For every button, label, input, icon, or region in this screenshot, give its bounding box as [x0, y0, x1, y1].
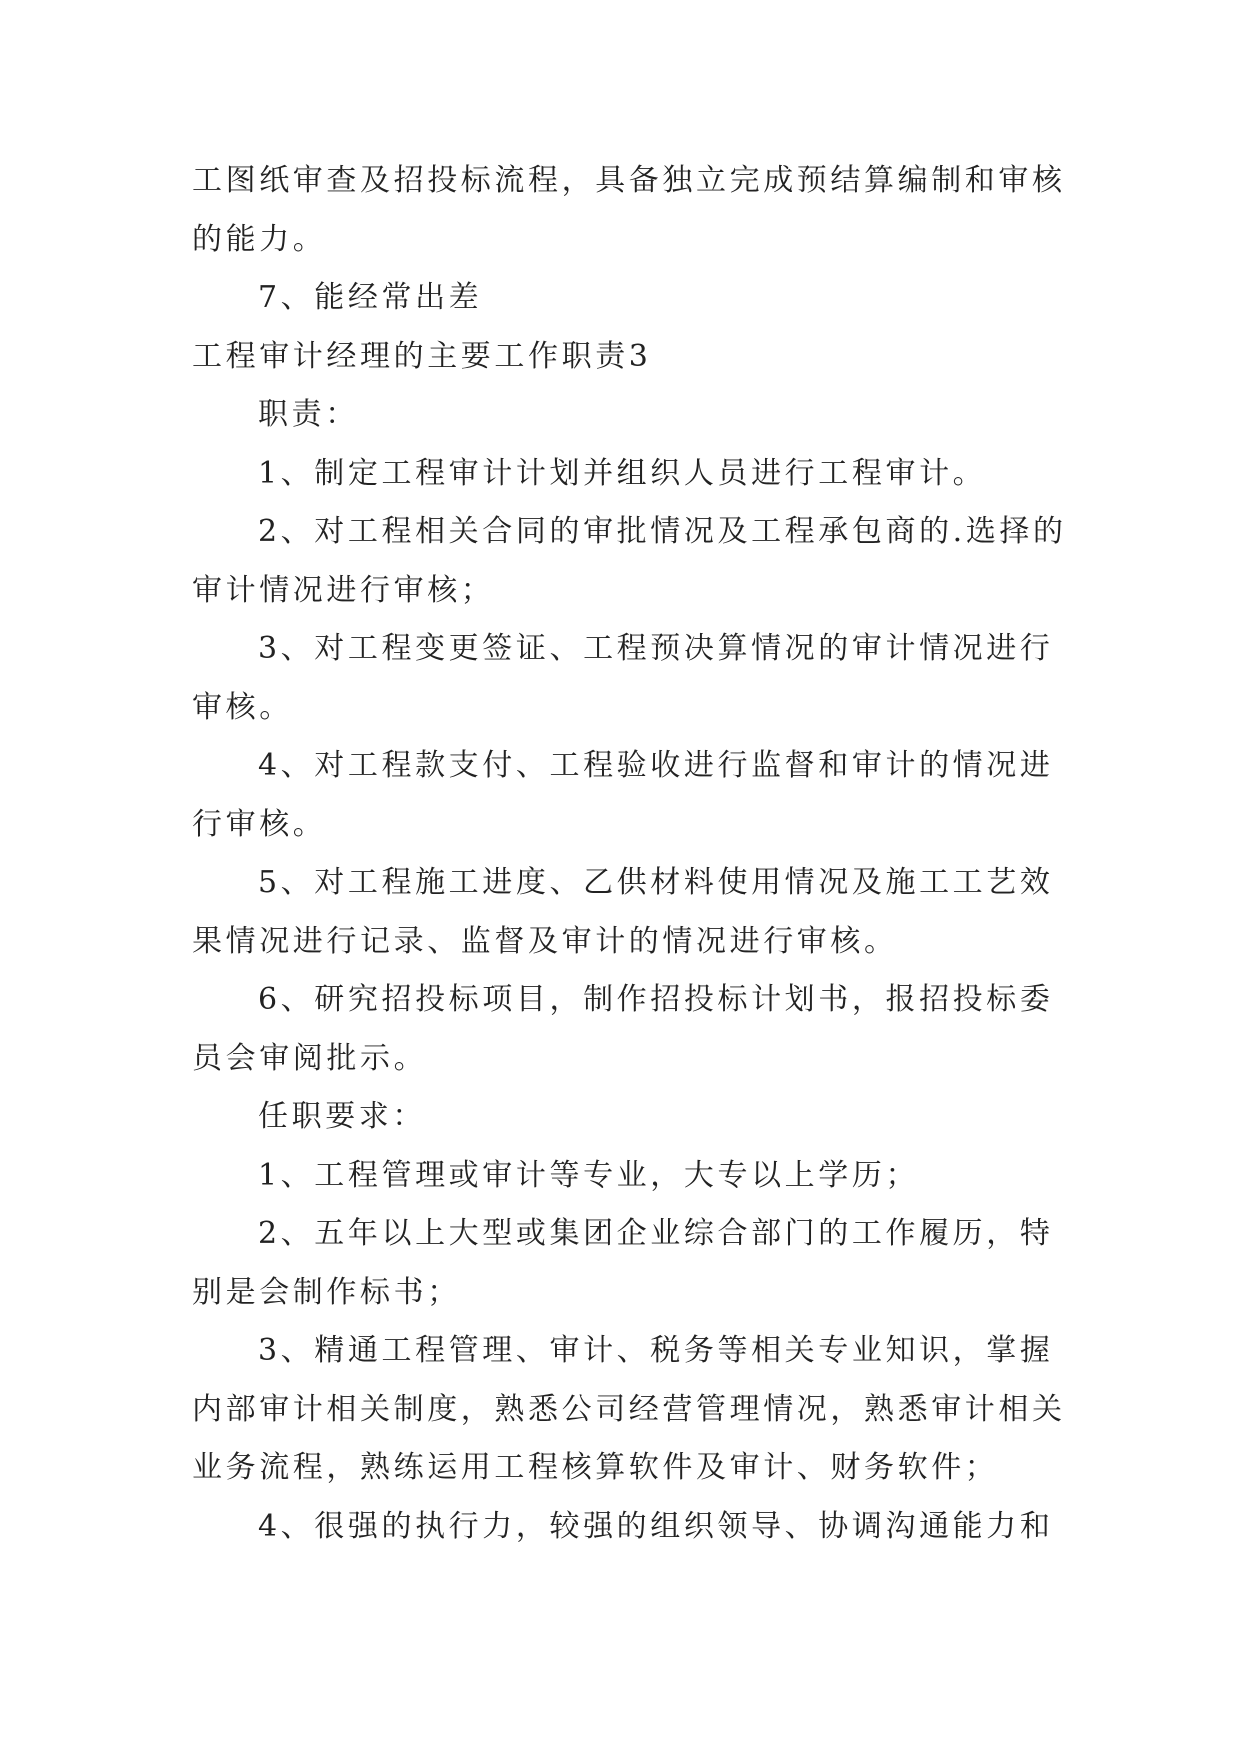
list-item: 6、研究招投标项目，制作招投标计划书，报招投标委: [258, 982, 1054, 1017]
text-line: 审计情况进行审核；: [192, 572, 495, 608]
list-item: 7、能经常出差: [258, 280, 483, 315]
list-item: 2、对工程相关合同的审批情况及工程承包商的.选择的: [258, 514, 1067, 549]
text-line: 的能力。: [192, 221, 327, 257]
subheading-requirements: 任职要求：: [258, 1099, 426, 1134]
text-line: 内部审计相关制度，熟悉公司经营管理情况，熟悉审计相关: [192, 1391, 1066, 1427]
text-line: 行审核。: [192, 806, 327, 842]
text-line: 别是会制作标书；: [192, 1274, 461, 1310]
text-line: 员会审阅批示。: [192, 1040, 428, 1076]
list-item: 3、精通工程管理、审计、税务等相关专业知识，掌握: [258, 1333, 1054, 1368]
section-heading: 工程审计经理的主要工作职责3: [192, 338, 652, 374]
list-item: 1、工程管理或审计等专业，大专以上学历；: [258, 1157, 920, 1193]
list-item: 5、对工程施工进度、乙供材料使用情况及施工工艺效: [258, 865, 1054, 900]
text-line: 审核。: [192, 689, 293, 725]
list-item: 4、对工程款支付、工程验收进行监督和审计的情况进: [258, 748, 1054, 783]
list-item: 4、很强的执行力，较强的组织领导、协调沟通能力和: [258, 1508, 1054, 1544]
text-line: 业务流程，熟练运用工程核算软件及审计、财务软件；: [192, 1450, 999, 1485]
subheading-duties: 职责：: [258, 397, 359, 432]
list-item: 3、对工程变更签证、工程预决算情况的审计情况进行: [258, 631, 1054, 666]
text-line: 果情况进行记录、监督及审计的情况进行审核。: [192, 923, 898, 959]
document-body: [192, 152, 1067, 1556]
text-line: 工图纸审查及招投标流程，具备独立完成预结算编制和审核: [192, 163, 1066, 198]
list-item: 1、制定工程审计计划并组织人员进行工程审计。: [258, 455, 987, 491]
list-item: 2、五年以上大型或集团企业综合部门的工作履历，特: [258, 1216, 1054, 1251]
